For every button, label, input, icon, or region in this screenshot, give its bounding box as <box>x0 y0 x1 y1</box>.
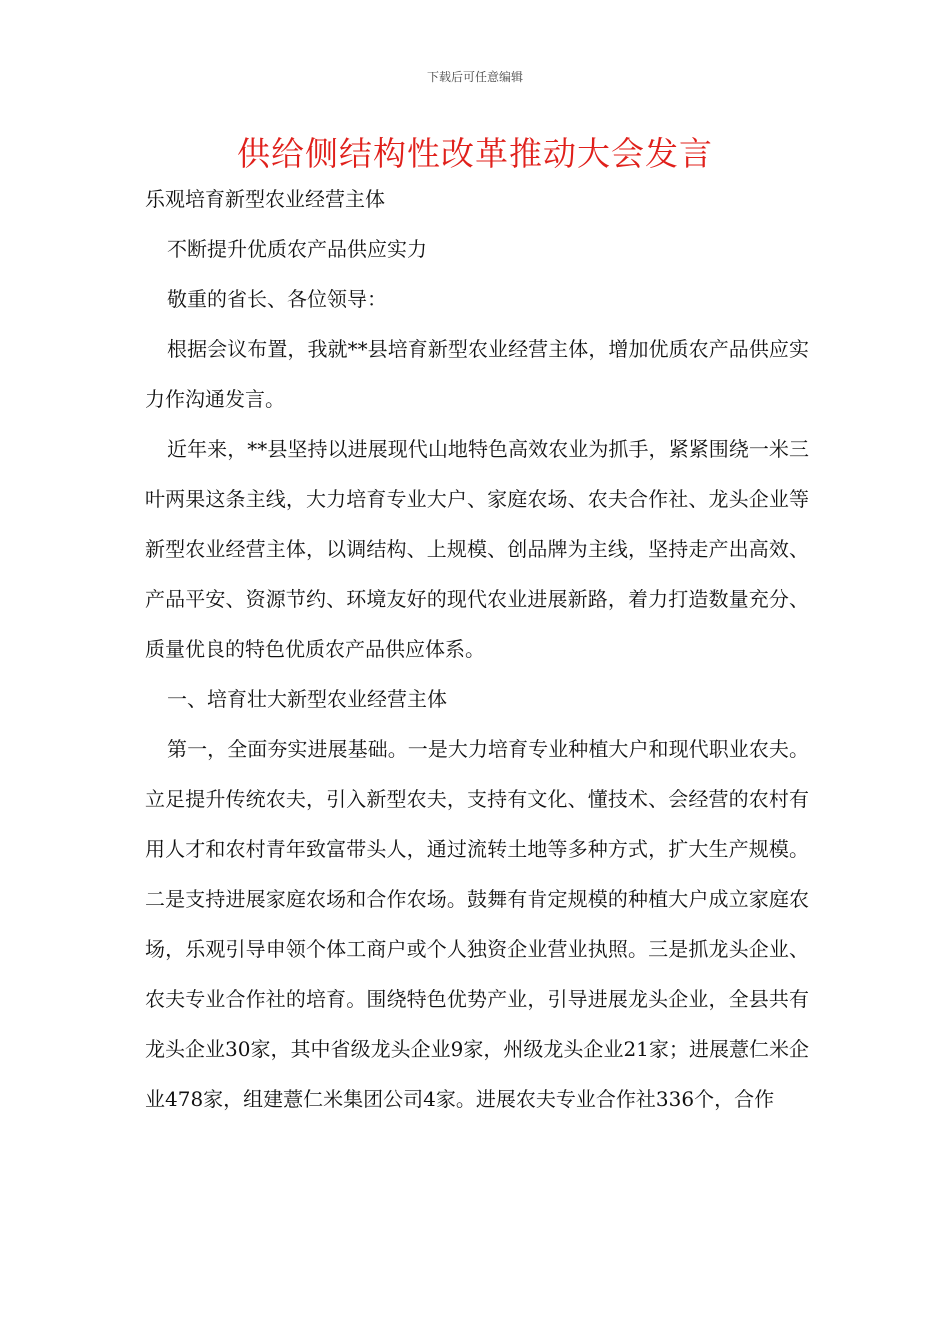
document-body <box>145 174 809 1124</box>
paragraph-first-point: 第一，全面夯实进展基础。一是大力培育专业种植大户和现代职业农夫。立足提升传统农夫，引入新型农夫，支持有文化、懂技术、会经营的农村有用人才和农村青年致富带头人，通过流转土地等多种方式，扩大生产规模。二是支持进展家庭农场和合作农场。鼓舞有肯定规模的种植大户成立家庭农场，乐观引导申领个体工商户或个人独资企业营业执照。三是抓龙头企业、农夫专业合作社的培育。围绕特色优势产业，引导进展龙头企业，全县共有龙头企业30家，其中省级龙头企业9家，州级龙头企业21家；进展薏仁米企业478家，组建薏仁米集团公司4家。进展农夫专业合作社336个，合作 <box>145 737 809 1111</box>
header-note: 下载后可任意编辑 <box>426 70 523 84</box>
subtitle-line-2: 不断提升优质农产品供应实力 <box>167 237 427 261</box>
salutation: 敬重的省长、各位领导： <box>167 287 387 311</box>
paragraph-intro: 根据会议布置，我就**县培育新型农业经营主体，增加优质农产品供应实力作沟通发言。 <box>145 337 809 411</box>
paragraph-background: 近年来，**县坚持以进展现代山地特色高效农业为抓手，紧紧围绕一米三叶两果这条主线，大力培育专业大户、家庭农场、农夫合作社、龙头企业等新型农业经营主体，以调结构、上规模、创品牌为主线，坚持走产出高效、产品平安、资源节约、环境友好的现代农业进展新路，着力打造数量充分、质量优良的特色优质农产品供应体系。 <box>145 437 809 661</box>
document-title: 供给侧结构性改革推动大会发言 <box>237 134 713 173</box>
subtitle-line-1: 乐观培育新型农业经营主体 <box>145 187 385 211</box>
section-heading-1: 一、培育壮大新型农业经营主体 <box>167 687 447 711</box>
